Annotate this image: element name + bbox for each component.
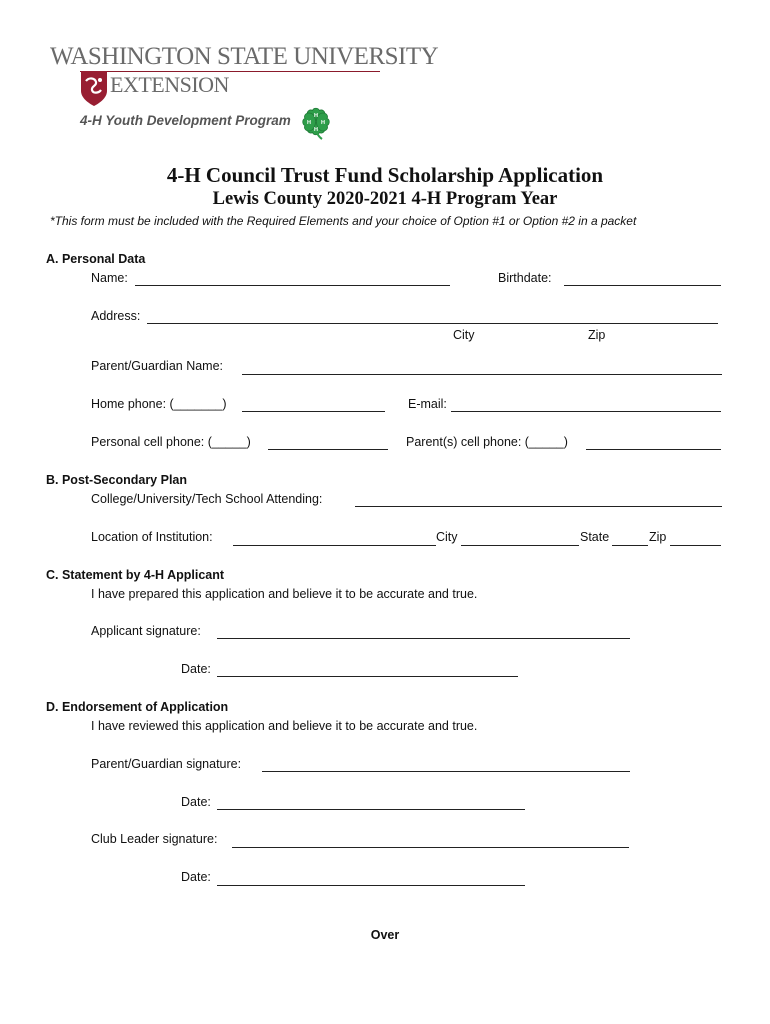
name-field[interactable]	[135, 285, 450, 286]
birthdate-label: Birthdate:	[498, 271, 552, 285]
location-state-field[interactable]	[612, 545, 648, 546]
four-h-clover-icon	[300, 106, 332, 140]
org-name: WASHINGTON STATE UNIVERSITY	[50, 43, 439, 70]
form-subtitle: Lewis County 2020-2021 4-H Program Year	[212, 189, 558, 209]
home-phone-label: Home phone: (_______)	[91, 397, 227, 411]
address-zip-caption: Zip	[588, 328, 606, 342]
parent-cell-label: Parent(s) cell phone: (_____)	[406, 435, 568, 449]
leader-signature-field[interactable]	[232, 847, 629, 848]
section-c-heading: C. Statement by 4-H Applicant	[46, 568, 225, 582]
cell-phone-field[interactable]	[268, 449, 388, 450]
parent-date-label: Date:	[181, 795, 211, 809]
applicant-signature-label: Applicant signature:	[91, 624, 201, 638]
org-subname: EXTENSION	[110, 72, 229, 97]
svg-text:H: H	[307, 120, 311, 126]
parent-name-label: Parent/Guardian Name:	[91, 359, 224, 373]
location-zip-label: Zip	[649, 530, 667, 544]
location-city-field[interactable]	[461, 545, 579, 546]
form-title: 4-H Council Trust Fund Scholarship Application	[166, 163, 604, 187]
leader-date-field[interactable]	[217, 885, 525, 886]
over-indicator: Over	[370, 928, 400, 942]
leader-date-label: Date:	[181, 870, 211, 884]
leader-signature-label: Club Leader signature:	[91, 832, 218, 846]
home-phone-field[interactable]	[242, 411, 385, 412]
parent-signature-label: Parent/Guardian signature:	[91, 757, 242, 771]
location-field[interactable]	[233, 545, 436, 546]
parent-signature-field[interactable]	[262, 771, 630, 772]
college-label: College/University/Tech School Attending:	[91, 492, 323, 506]
address-city-caption: City	[453, 328, 475, 342]
email-label: E-mail:	[408, 397, 447, 411]
name-label: Name:	[91, 271, 128, 285]
applicant-statement: I have prepared this application and believe it to be accurate and true.	[91, 587, 478, 601]
svg-text:H: H	[314, 113, 318, 119]
location-label: Location of Institution:	[91, 530, 213, 544]
college-field[interactable]	[355, 506, 722, 507]
section-a-heading: A. Personal Data	[46, 252, 146, 266]
location-state-label: State	[580, 530, 610, 544]
wsu-shield-icon	[80, 71, 108, 107]
applicant-date-label: Date:	[181, 662, 211, 676]
address-label: Address:	[91, 309, 141, 323]
endorsement-statement: I have reviewed this application and believe it to be accurate and true.	[91, 719, 478, 733]
location-zip-field[interactable]	[670, 545, 721, 546]
section-d-heading: D. Endorsement of Application	[46, 700, 229, 714]
cell-phone-label: Personal cell phone: (_____)	[91, 435, 251, 449]
applicant-date-field[interactable]	[217, 676, 518, 677]
birthdate-field[interactable]	[564, 285, 721, 286]
parent-name-field[interactable]	[242, 374, 722, 375]
address-field[interactable]	[147, 323, 718, 324]
applicant-signature-field[interactable]	[217, 638, 630, 639]
parent-date-field[interactable]	[217, 809, 525, 810]
svg-text:H: H	[314, 127, 318, 133]
program-name: 4-H Youth Development Program	[80, 113, 291, 128]
email-field[interactable]	[451, 411, 721, 412]
form-note: *This form must be included with the Required Elements and your choice of Option #1 or Option #2 in a packet	[50, 214, 637, 228]
svg-text:H: H	[321, 120, 325, 126]
section-b-heading: B. Post-Secondary Plan	[46, 473, 188, 487]
location-city-label: City	[436, 530, 458, 544]
parent-cell-field[interactable]	[586, 449, 721, 450]
